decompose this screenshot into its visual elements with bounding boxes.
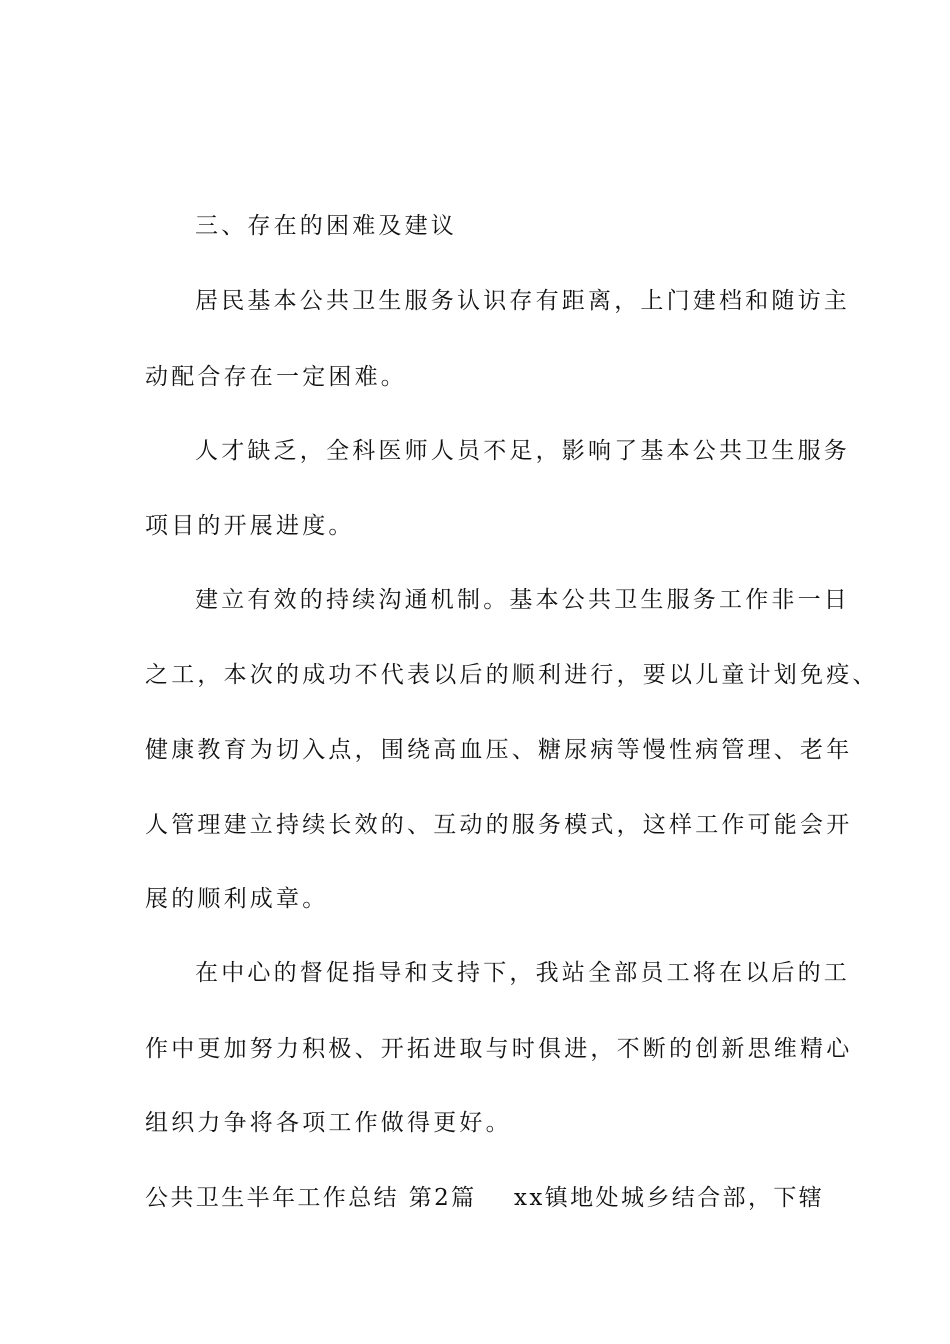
- paragraph-line: 居民基本公共卫生服务认识存有距离，上门建档和随访主: [195, 288, 850, 314]
- next-article-opening: xx镇地处城乡结合部，下辖: [514, 1185, 825, 1211]
- paragraph-line: 健康教育为切入点，围绕高血压、糖尿病等慢性病管理、老年: [145, 737, 853, 763]
- paragraph-line: 人管理建立持续长效的、互动的服务模式，这样工作可能会开: [145, 812, 853, 838]
- section-heading: 三、存在的困难及建议: [195, 213, 457, 239]
- paragraph-line: 动配合存在一定困难。: [145, 364, 407, 390]
- next-article-title: 公共卫生半年工作总结 第2篇: [145, 1185, 477, 1211]
- paragraph-line: 在中心的督促指导和支持下，我站全部员工将在以后的工: [195, 960, 850, 986]
- paragraph-line: 人才缺乏，全科医师人员不足，影响了基本公共卫生服务: [195, 438, 850, 464]
- paragraph-line: 建立有效的持续沟通机制。基本公共卫生服务工作非一日: [195, 587, 850, 613]
- paragraph-line: 展的顺利成章。: [145, 886, 329, 912]
- paragraph-line: 组织力争将各项工作做得更好。: [145, 1110, 512, 1136]
- paragraph-line: 之工，本次的成功不代表以后的顺利进行，要以儿童计划免疫、: [145, 662, 879, 688]
- paragraph-line: 项目的开展进度。: [145, 513, 355, 539]
- paragraph-line: 作中更加努力积极、开拓进取与时俱进，不断的创新思维精心: [145, 1036, 853, 1062]
